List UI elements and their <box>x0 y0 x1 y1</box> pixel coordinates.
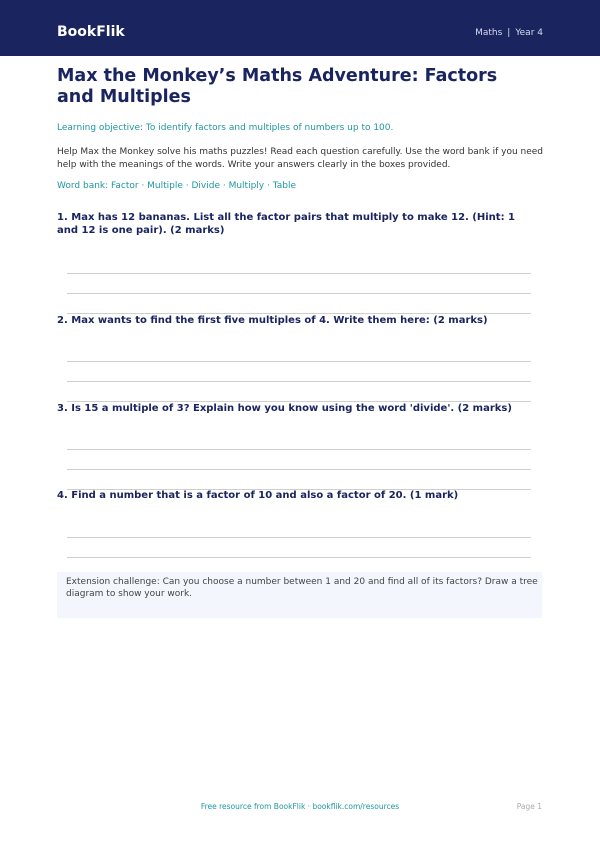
subject-label: Maths <box>475 28 503 38</box>
answer-line-q3-2[interactable] <box>67 469 531 470</box>
question-4: 4. Find a number that is a factor of 10 and also a factor of 20. (1 mark) <box>57 490 459 501</box>
extension-box <box>57 572 542 618</box>
answer-line-q2-2[interactable] <box>67 381 531 382</box>
word-bank: Word bank: Factor · Multiple · Divide · Multiply · Table <box>57 181 296 191</box>
answer-line-q4-1[interactable] <box>67 537 531 538</box>
meta-separator: | <box>507 28 511 38</box>
answer-line-q1-1[interactable] <box>67 273 531 274</box>
brand-logo[interactable]: BookFlik <box>57 24 125 40</box>
answer-line-q4-2[interactable] <box>67 557 531 558</box>
answer-line-q1-2[interactable] <box>67 293 531 294</box>
subject-year-label <box>475 27 543 39</box>
question-1: 1. Max has 12 bananas. List all the factor pairs that multiply to make 12. (Hint: 1 and 12 is one pair). (2 marks) <box>57 212 516 236</box>
question-2: 2. Max wants to find the first five multiples of 4. Write them here: (2 marks) <box>57 315 488 326</box>
instructions-text: Help Max the Monkey solve his maths puzzles! Read each question carefully. Use the word bank if you need help with the meanings of the words. Write your answers clearly in the boxes provided. <box>57 147 544 170</box>
year-label: Year 4 <box>515 28 543 38</box>
footer-link[interactable]: Free resource from BookFlik · bookflik.com/resources <box>200 802 400 811</box>
header-bar <box>0 0 600 56</box>
learning-objective: Learning objective: To identify factors and multiples of numbers up to 100. <box>57 123 394 133</box>
worksheet-title: Max the Monkey’s Maths Adventure: Factors and Multiples <box>57 66 498 107</box>
answer-line-q2-1[interactable] <box>67 361 531 362</box>
question-3: 3. Is 15 a multiple of 3? Explain how you know using the word 'divide'. (2 marks) <box>57 403 512 414</box>
answer-line-q3-1[interactable] <box>67 449 531 450</box>
extension-challenge: Extension challenge: Can you choose a number between 1 and 20 and find all of its factors? Draw a tree diagram to show your work. <box>66 577 538 599</box>
page-number: Page 1 <box>516 802 542 811</box>
